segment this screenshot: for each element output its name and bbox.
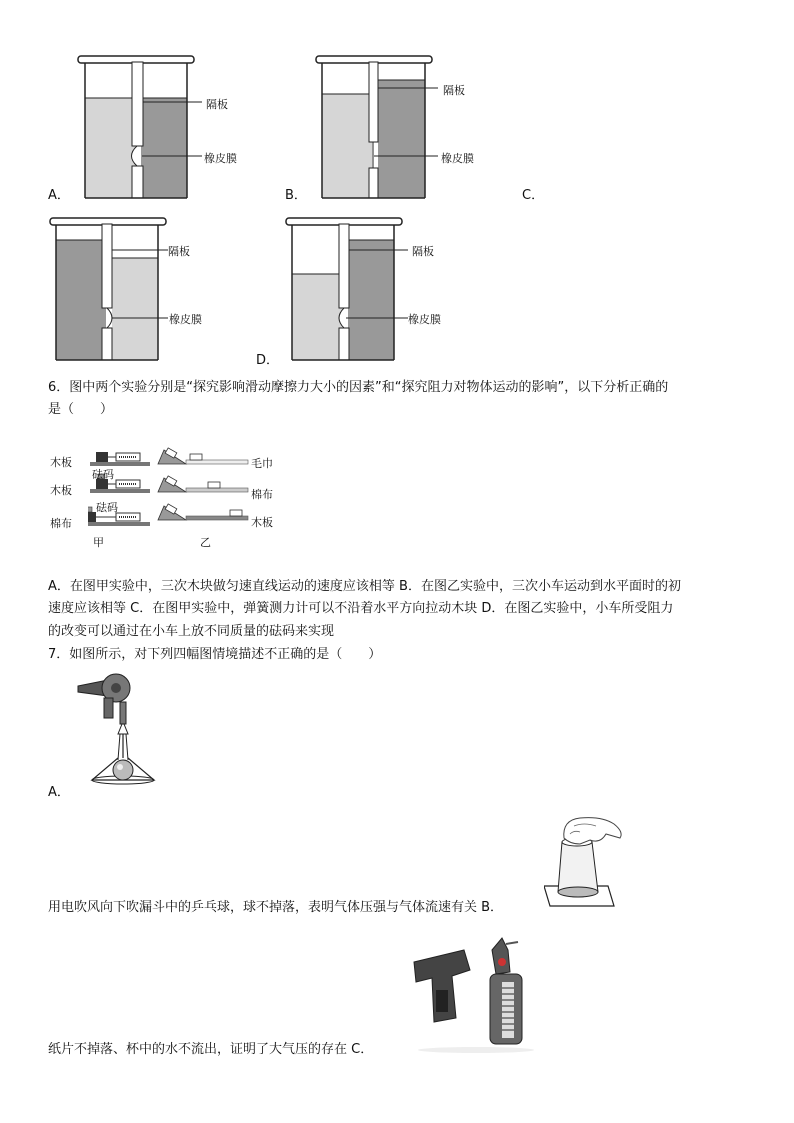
beaker-figure-d [280,214,480,364]
partition-label-a: 隔板 [206,98,228,111]
yi-row-label-1: 毛巾 [251,457,273,470]
option-c-label: C． [522,188,545,203]
yi-caption: 乙 [200,536,211,549]
question-6-options-line2: 速度应该相等 C．在图甲实验中，弹簧测力计可以不沿着水平方向拉动木块 D．在图乙实验中，小车所受阻力 [48,601,674,616]
jia-row-label-1: 木板 [50,456,72,469]
hair-dryer-funnel-figure [70,672,170,792]
option-d-label: D． [256,353,280,368]
membrane-label-a: 橡皮膜 [204,152,237,165]
friction-experiment-figure [88,446,158,536]
weight-label-1: 砝码 [92,468,114,481]
option-a-label: A． [48,188,70,203]
ramp-experiment-figure [156,440,256,535]
partition-label-d: 隔板 [412,245,434,258]
beaker-figure-a [70,52,270,202]
cup-card-figure [544,814,634,914]
membrane-label-b: 橡皮膜 [441,152,474,165]
safety-hammer-figure [406,926,536,1056]
membrane-label-c: 橡皮膜 [169,313,202,326]
option-b-label: B． [285,188,307,203]
partition-label-b: 隔板 [443,84,465,97]
question-6-options-line1: A．在图甲实验中，三次木块做匀速直线运动的速度应该相等 B．在图乙实验中，三次小车运动到水平面时的初 [48,579,681,594]
jia-caption: 甲 [93,536,104,549]
membrane-label-d: 橡皮膜 [408,313,441,326]
question-7-stem: 7．如图所示，对下列四幅图情境描述不正确的是（ ） [48,647,382,662]
weight-label-2: 砝码 [96,501,118,514]
question-6-stem-line2: 是（ ） [48,402,114,417]
q7-option-a-text: 用电吹风向下吹漏斗中的乒乓球，球不掉落，表明气体压强与气体流速有关 B． [48,900,504,915]
partition-label-c: 隔板 [168,245,190,258]
question-6-stem-line1: 6．图中两个实验分别是“探究影响滑动摩擦力大小的因素”和“探究阻力对物体运动的影响”，以下分析正确的 [48,380,669,395]
q7-option-b-text: 纸片不掉落、杯中的水不流出，证明了大气压的存在 C． [48,1042,374,1057]
beaker-figure-b [308,52,508,202]
yi-row-label-3: 木板 [251,516,273,529]
question-6-options-line3: 的改变可以通过在小车上放不同质量的砝码来实现 [48,624,335,639]
jia-row-label-3: 棉布 [50,517,72,530]
beaker-figure-c [44,214,244,364]
jia-row-label-2: 木板 [50,484,72,497]
q7-option-a-label: A． [48,785,70,800]
yi-row-label-2: 棉布 [251,488,273,501]
